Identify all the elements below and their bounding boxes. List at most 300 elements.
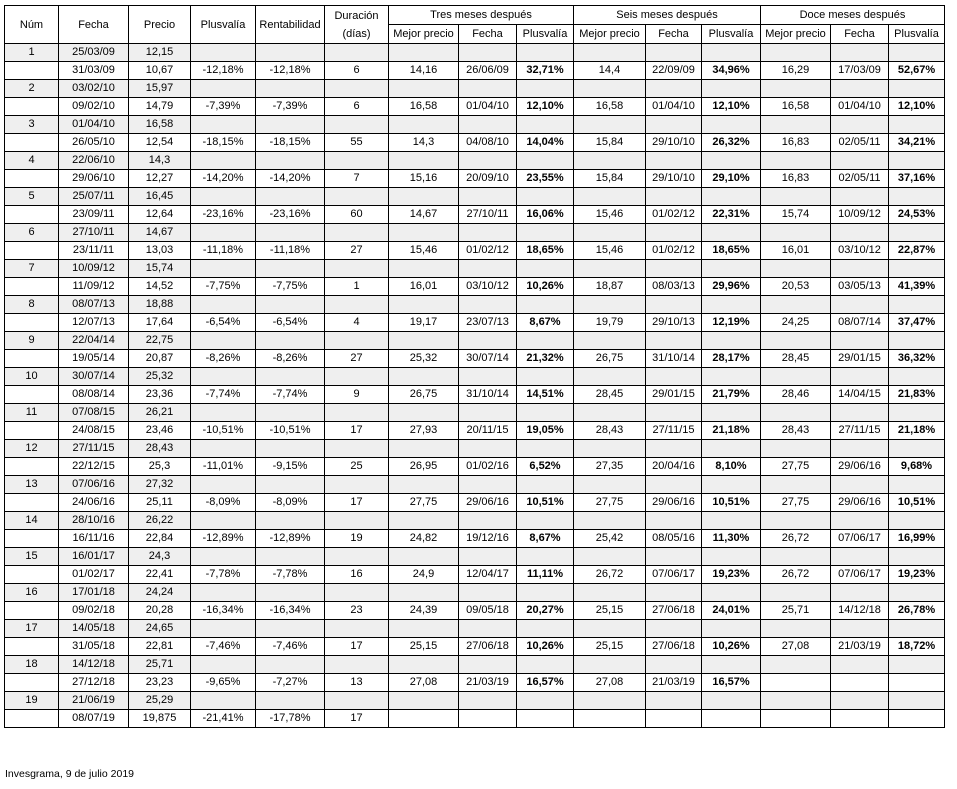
cell-tres-fecha bbox=[459, 44, 517, 62]
cell-tres-plusvalia: 10,26% bbox=[517, 638, 574, 656]
cell-fecha: 09/02/10 bbox=[59, 98, 129, 116]
header-doce-fecha: Fecha bbox=[831, 25, 889, 44]
cell-rentabilidad bbox=[256, 296, 325, 314]
cell-tres-plusvalia bbox=[517, 44, 574, 62]
cell-doce-plusvalia: 21,83% bbox=[889, 386, 945, 404]
cell-doce-fecha: 07/06/17 bbox=[831, 530, 889, 548]
cell-tres-fecha bbox=[459, 296, 517, 314]
cell-tres-fecha: 03/10/12 bbox=[459, 278, 517, 296]
cell-fecha: 16/11/16 bbox=[59, 530, 129, 548]
cell-doce-mejor-precio: 16,83 bbox=[761, 134, 831, 152]
cell-precio: 22,81 bbox=[129, 638, 191, 656]
table-row bbox=[5, 512, 945, 530]
cell-duracion: 7 bbox=[325, 170, 389, 188]
cell-plusvalia bbox=[191, 584, 256, 602]
cell-seis-mejor-precio bbox=[574, 620, 646, 638]
table-row bbox=[5, 584, 945, 602]
cell-plusvalia: -14,20% bbox=[191, 170, 256, 188]
cell-fecha: 14/05/18 bbox=[59, 620, 129, 638]
header-duracion-line1: Duración bbox=[334, 9, 379, 22]
cell-plusvalia: -7,78% bbox=[191, 566, 256, 584]
cell-doce-fecha bbox=[831, 674, 889, 692]
cell-duracion bbox=[325, 296, 389, 314]
cell-doce-mejor-precio: 28,45 bbox=[761, 350, 831, 368]
cell-doce-mejor-precio bbox=[761, 296, 831, 314]
table-row bbox=[5, 710, 945, 728]
cell-doce-plusvalia bbox=[889, 710, 945, 728]
cell-tres-fecha bbox=[459, 116, 517, 134]
cell-seis-mejor-precio: 16,58 bbox=[574, 98, 646, 116]
cell-seis-fecha bbox=[646, 224, 702, 242]
cell-precio: 12,27 bbox=[129, 170, 191, 188]
cell-doce-plusvalia: 16,99% bbox=[889, 530, 945, 548]
cell-tres-plusvalia bbox=[517, 368, 574, 386]
cell-seis-plusvalia bbox=[702, 296, 761, 314]
cell-tres-mejor-precio bbox=[389, 656, 459, 674]
table-row bbox=[5, 692, 945, 710]
cell-rentabilidad: -11,18% bbox=[256, 242, 325, 260]
cell-tres-mejor-precio: 14,3 bbox=[389, 134, 459, 152]
header-doce-mejor-precio: Mejor precio bbox=[761, 25, 831, 44]
cell-seis-fecha: 01/02/12 bbox=[646, 242, 702, 260]
cell-duracion bbox=[325, 548, 389, 566]
cell-seis-fecha bbox=[646, 116, 702, 134]
cell-duracion bbox=[325, 512, 389, 530]
cell-num bbox=[5, 62, 59, 80]
cell-plusvalia: -10,51% bbox=[191, 422, 256, 440]
cell-num: 17 bbox=[5, 620, 59, 638]
cell-doce-mejor-precio bbox=[761, 620, 831, 638]
cell-doce-fecha bbox=[831, 548, 889, 566]
cell-tres-plusvalia bbox=[517, 152, 574, 170]
cell-tres-mejor-precio bbox=[389, 692, 459, 710]
cell-doce-plusvalia bbox=[889, 674, 945, 692]
cell-seis-mejor-precio: 25,15 bbox=[574, 602, 646, 620]
cell-plusvalia bbox=[191, 188, 256, 206]
cell-fecha: 27/10/11 bbox=[59, 224, 129, 242]
header-tres-mejor-precio: Mejor precio bbox=[389, 25, 459, 44]
cell-seis-fecha: 27/11/15 bbox=[646, 422, 702, 440]
cell-fecha: 24/06/16 bbox=[59, 494, 129, 512]
table-row bbox=[5, 332, 945, 350]
cell-tres-fecha: 31/10/14 bbox=[459, 386, 517, 404]
cell-seis-mejor-precio: 15,46 bbox=[574, 242, 646, 260]
cell-doce-plusvalia: 18,72% bbox=[889, 638, 945, 656]
cell-tres-plusvalia bbox=[517, 710, 574, 728]
cell-doce-plusvalia: 19,23% bbox=[889, 566, 945, 584]
cell-doce-plusvalia: 10,51% bbox=[889, 494, 945, 512]
cell-fecha: 27/12/18 bbox=[59, 674, 129, 692]
cell-plusvalia: -7,75% bbox=[191, 278, 256, 296]
table-row bbox=[5, 368, 945, 386]
cell-plusvalia bbox=[191, 152, 256, 170]
cell-tres-mejor-precio: 25,32 bbox=[389, 350, 459, 368]
cell-seis-plusvalia bbox=[702, 620, 761, 638]
cell-plusvalia bbox=[191, 260, 256, 278]
cell-tres-fecha: 12/04/17 bbox=[459, 566, 517, 584]
table-row bbox=[5, 458, 945, 476]
cell-tres-fecha bbox=[459, 584, 517, 602]
table-row bbox=[5, 80, 945, 98]
cell-tres-plusvalia: 16,06% bbox=[517, 206, 574, 224]
cell-doce-mejor-precio: 16,83 bbox=[761, 170, 831, 188]
cell-num: 19 bbox=[5, 692, 59, 710]
cell-tres-plusvalia bbox=[517, 476, 574, 494]
cell-tres-fecha bbox=[459, 188, 517, 206]
cell-fecha: 22/04/14 bbox=[59, 332, 129, 350]
cell-precio: 19,875 bbox=[129, 710, 191, 728]
cell-tres-plusvalia: 12,10% bbox=[517, 98, 574, 116]
cell-fecha: 25/07/11 bbox=[59, 188, 129, 206]
table-row bbox=[5, 98, 945, 116]
cell-num bbox=[5, 278, 59, 296]
cell-rentabilidad: -7,78% bbox=[256, 566, 325, 584]
cell-precio: 27,32 bbox=[129, 476, 191, 494]
cell-fecha: 23/11/11 bbox=[59, 242, 129, 260]
cell-tres-mejor-precio: 25,15 bbox=[389, 638, 459, 656]
cell-seis-fecha bbox=[646, 368, 702, 386]
cell-duracion: 55 bbox=[325, 134, 389, 152]
cell-tres-plusvalia: 10,26% bbox=[517, 278, 574, 296]
cell-seis-mejor-precio bbox=[574, 296, 646, 314]
cell-duracion: 27 bbox=[325, 242, 389, 260]
cell-doce-fecha: 02/05/11 bbox=[831, 134, 889, 152]
cell-fecha: 12/07/13 bbox=[59, 314, 129, 332]
cell-fecha: 09/02/18 bbox=[59, 602, 129, 620]
cell-precio: 23,36 bbox=[129, 386, 191, 404]
cell-num bbox=[5, 350, 59, 368]
cell-doce-mejor-precio bbox=[761, 656, 831, 674]
cell-doce-mejor-precio bbox=[761, 44, 831, 62]
cell-plusvalia: -12,18% bbox=[191, 62, 256, 80]
cell-seis-fecha: 29/01/15 bbox=[646, 386, 702, 404]
cell-tres-mejor-precio: 26,75 bbox=[389, 386, 459, 404]
cell-seis-fecha bbox=[646, 332, 702, 350]
cell-seis-mejor-precio bbox=[574, 512, 646, 530]
cell-rentabilidad bbox=[256, 188, 325, 206]
cell-tres-fecha bbox=[459, 260, 517, 278]
cell-fecha: 08/07/19 bbox=[59, 710, 129, 728]
cell-seis-fecha: 07/06/17 bbox=[646, 566, 702, 584]
cell-seis-plusvalia: 22,31% bbox=[702, 206, 761, 224]
cell-rentabilidad: -14,20% bbox=[256, 170, 325, 188]
cell-doce-fecha bbox=[831, 692, 889, 710]
cell-tres-fecha: 23/07/13 bbox=[459, 314, 517, 332]
cell-num: 6 bbox=[5, 224, 59, 242]
cell-doce-plusvalia bbox=[889, 152, 945, 170]
cell-doce-plusvalia bbox=[889, 656, 945, 674]
cell-fecha: 16/01/17 bbox=[59, 548, 129, 566]
cell-precio: 14,3 bbox=[129, 152, 191, 170]
cell-tres-plusvalia bbox=[517, 692, 574, 710]
cell-num bbox=[5, 134, 59, 152]
cell-plusvalia: -11,01% bbox=[191, 458, 256, 476]
header-duracion-line2: (días) bbox=[342, 27, 371, 40]
cell-rentabilidad bbox=[256, 476, 325, 494]
cell-doce-plusvalia bbox=[889, 260, 945, 278]
cell-doce-fecha bbox=[831, 512, 889, 530]
cell-doce-fecha: 21/03/19 bbox=[831, 638, 889, 656]
cell-num: 4 bbox=[5, 152, 59, 170]
cell-tres-fecha: 01/04/10 bbox=[459, 98, 517, 116]
cell-precio: 24,3 bbox=[129, 548, 191, 566]
cell-seis-plusvalia bbox=[702, 656, 761, 674]
cell-plusvalia bbox=[191, 80, 256, 98]
cell-seis-fecha: 08/05/16 bbox=[646, 530, 702, 548]
cell-seis-plusvalia: 8,10% bbox=[702, 458, 761, 476]
cell-precio: 16,45 bbox=[129, 188, 191, 206]
cell-num bbox=[5, 170, 59, 188]
cell-seis-fecha: 31/10/14 bbox=[646, 350, 702, 368]
cell-duracion bbox=[325, 440, 389, 458]
cell-seis-mejor-precio bbox=[574, 656, 646, 674]
cell-plusvalia bbox=[191, 368, 256, 386]
cell-seis-fecha bbox=[646, 692, 702, 710]
cell-doce-fecha: 08/07/14 bbox=[831, 314, 889, 332]
cell-plusvalia: -12,89% bbox=[191, 530, 256, 548]
cell-tres-mejor-precio: 16,01 bbox=[389, 278, 459, 296]
cell-seis-fecha bbox=[646, 440, 702, 458]
cell-rentabilidad bbox=[256, 548, 325, 566]
cell-duracion: 1 bbox=[325, 278, 389, 296]
cell-seis-mejor-precio bbox=[574, 476, 646, 494]
header-duracion bbox=[325, 6, 389, 44]
cell-num: 1 bbox=[5, 44, 59, 62]
cell-num bbox=[5, 602, 59, 620]
cell-doce-mejor-precio: 28,43 bbox=[761, 422, 831, 440]
table-row bbox=[5, 44, 945, 62]
cell-tres-plusvalia bbox=[517, 80, 574, 98]
cell-seis-plusvalia: 34,96% bbox=[702, 62, 761, 80]
cell-seis-plusvalia bbox=[702, 512, 761, 530]
cell-tres-mejor-precio bbox=[389, 152, 459, 170]
table-row bbox=[5, 206, 945, 224]
cell-seis-mejor-precio bbox=[574, 116, 646, 134]
cell-seis-mejor-precio: 27,08 bbox=[574, 674, 646, 692]
cell-doce-fecha: 29/06/16 bbox=[831, 458, 889, 476]
header-row-1 bbox=[5, 6, 945, 25]
header-doce-plusvalia: Plusvalía bbox=[889, 25, 945, 44]
cell-plusvalia bbox=[191, 548, 256, 566]
cell-seis-mejor-precio bbox=[574, 80, 646, 98]
cell-plusvalia: -21,41% bbox=[191, 710, 256, 728]
cell-duracion bbox=[325, 116, 389, 134]
cell-seis-fecha: 29/06/16 bbox=[646, 494, 702, 512]
cell-seis-fecha bbox=[646, 260, 702, 278]
cell-duracion bbox=[325, 152, 389, 170]
cell-doce-plusvalia bbox=[889, 332, 945, 350]
cell-seis-plusvalia: 12,19% bbox=[702, 314, 761, 332]
cell-seis-fecha: 08/03/13 bbox=[646, 278, 702, 296]
cell-tres-fecha bbox=[459, 224, 517, 242]
cell-seis-fecha bbox=[646, 80, 702, 98]
cell-doce-mejor-precio bbox=[761, 116, 831, 134]
cell-doce-fecha: 07/06/17 bbox=[831, 566, 889, 584]
cell-doce-mejor-precio bbox=[761, 584, 831, 602]
cell-tres-fecha: 30/07/14 bbox=[459, 350, 517, 368]
cell-precio: 26,21 bbox=[129, 404, 191, 422]
cell-rentabilidad: -9,15% bbox=[256, 458, 325, 476]
cell-num: 12 bbox=[5, 440, 59, 458]
header-seis-fecha: Fecha bbox=[646, 25, 702, 44]
cell-doce-fecha: 29/01/15 bbox=[831, 350, 889, 368]
cell-fecha: 07/06/16 bbox=[59, 476, 129, 494]
cell-tres-mejor-precio: 24,9 bbox=[389, 566, 459, 584]
cell-plusvalia bbox=[191, 332, 256, 350]
cell-seis-mejor-precio bbox=[574, 332, 646, 350]
cell-rentabilidad bbox=[256, 584, 325, 602]
cell-duracion bbox=[325, 620, 389, 638]
cell-duracion: 6 bbox=[325, 98, 389, 116]
cell-tres-fecha bbox=[459, 440, 517, 458]
cell-tres-plusvalia: 10,51% bbox=[517, 494, 574, 512]
cell-doce-fecha bbox=[831, 188, 889, 206]
cell-num: 14 bbox=[5, 512, 59, 530]
cell-doce-fecha bbox=[831, 656, 889, 674]
cell-precio: 10,67 bbox=[129, 62, 191, 80]
cell-seis-plusvalia bbox=[702, 44, 761, 62]
cell-doce-fecha bbox=[831, 476, 889, 494]
cell-fecha: 29/06/10 bbox=[59, 170, 129, 188]
cell-duracion: 9 bbox=[325, 386, 389, 404]
cell-precio: 22,75 bbox=[129, 332, 191, 350]
cell-rentabilidad: -7,46% bbox=[256, 638, 325, 656]
cell-tres-fecha: 19/12/16 bbox=[459, 530, 517, 548]
cell-doce-mejor-precio: 16,58 bbox=[761, 98, 831, 116]
table-row bbox=[5, 548, 945, 566]
table-row bbox=[5, 602, 945, 620]
cell-tres-plusvalia bbox=[517, 188, 574, 206]
cell-doce-mejor-precio: 27,75 bbox=[761, 494, 831, 512]
table-row bbox=[5, 404, 945, 422]
header-group-tres-meses: Tres meses después bbox=[389, 6, 574, 25]
cell-doce-mejor-precio bbox=[761, 674, 831, 692]
cell-tres-mejor-precio bbox=[389, 224, 459, 242]
cell-doce-fecha: 03/05/13 bbox=[831, 278, 889, 296]
cell-num: 9 bbox=[5, 332, 59, 350]
header-plusvalia: Plusvalía bbox=[191, 6, 256, 44]
table-row bbox=[5, 296, 945, 314]
cell-seis-mejor-precio bbox=[574, 584, 646, 602]
cell-plusvalia: -23,16% bbox=[191, 206, 256, 224]
cell-fecha: 26/05/10 bbox=[59, 134, 129, 152]
table-row bbox=[5, 620, 945, 638]
cell-tres-mejor-precio: 14,67 bbox=[389, 206, 459, 224]
cell-num: 10 bbox=[5, 368, 59, 386]
cell-plusvalia: -6,54% bbox=[191, 314, 256, 332]
cell-rentabilidad: -8,09% bbox=[256, 494, 325, 512]
cell-tres-plusvalia: 20,27% bbox=[517, 602, 574, 620]
cell-tres-fecha: 29/06/16 bbox=[459, 494, 517, 512]
cell-doce-fecha bbox=[831, 44, 889, 62]
cell-doce-mejor-precio: 25,71 bbox=[761, 602, 831, 620]
cell-rentabilidad: -12,89% bbox=[256, 530, 325, 548]
cell-doce-plusvalia: 26,78% bbox=[889, 602, 945, 620]
cell-duracion bbox=[325, 656, 389, 674]
cell-fecha: 23/09/11 bbox=[59, 206, 129, 224]
header-num: Núm bbox=[5, 6, 59, 44]
cell-plusvalia bbox=[191, 404, 256, 422]
cell-tres-mejor-precio: 15,16 bbox=[389, 170, 459, 188]
cell-doce-plusvalia: 41,39% bbox=[889, 278, 945, 296]
cell-tres-mejor-precio bbox=[389, 512, 459, 530]
cell-tres-plusvalia bbox=[517, 656, 574, 674]
table-row bbox=[5, 62, 945, 80]
cell-plusvalia bbox=[191, 296, 256, 314]
cell-doce-fecha: 03/10/12 bbox=[831, 242, 889, 260]
cell-tres-mejor-precio: 24,82 bbox=[389, 530, 459, 548]
cell-seis-fecha bbox=[646, 476, 702, 494]
cell-fecha: 31/03/09 bbox=[59, 62, 129, 80]
cell-fecha: 28/10/16 bbox=[59, 512, 129, 530]
cell-doce-plusvalia: 52,67% bbox=[889, 62, 945, 80]
cell-seis-fecha: 29/10/10 bbox=[646, 170, 702, 188]
cell-rentabilidad: -7,27% bbox=[256, 674, 325, 692]
cell-fecha: 24/08/15 bbox=[59, 422, 129, 440]
cell-doce-plusvalia bbox=[889, 692, 945, 710]
cell-doce-fecha bbox=[831, 404, 889, 422]
cell-seis-fecha bbox=[646, 656, 702, 674]
cell-rentabilidad: -10,51% bbox=[256, 422, 325, 440]
cell-fecha: 30/07/14 bbox=[59, 368, 129, 386]
cell-fecha: 17/01/18 bbox=[59, 584, 129, 602]
cell-precio: 22,84 bbox=[129, 530, 191, 548]
cell-doce-fecha: 14/12/18 bbox=[831, 602, 889, 620]
cell-precio: 14,52 bbox=[129, 278, 191, 296]
cell-duracion: 27 bbox=[325, 350, 389, 368]
cell-precio: 24,65 bbox=[129, 620, 191, 638]
cell-seis-plusvalia bbox=[702, 692, 761, 710]
cell-tres-plusvalia: 23,55% bbox=[517, 170, 574, 188]
cell-tres-fecha bbox=[459, 476, 517, 494]
cell-fecha: 07/08/15 bbox=[59, 404, 129, 422]
cell-plusvalia bbox=[191, 224, 256, 242]
cell-seis-mejor-precio: 14,4 bbox=[574, 62, 646, 80]
cell-rentabilidad: -18,15% bbox=[256, 134, 325, 152]
cell-tres-fecha bbox=[459, 404, 517, 422]
header-precio: Precio bbox=[129, 6, 191, 44]
cell-tres-plusvalia: 32,71% bbox=[517, 62, 574, 80]
cell-tres-fecha bbox=[459, 656, 517, 674]
cell-seis-plusvalia: 29,96% bbox=[702, 278, 761, 296]
cell-doce-plusvalia: 37,47% bbox=[889, 314, 945, 332]
data-table bbox=[4, 5, 945, 728]
cell-num bbox=[5, 710, 59, 728]
cell-fecha: 03/02/10 bbox=[59, 80, 129, 98]
cell-seis-mejor-precio bbox=[574, 224, 646, 242]
cell-tres-fecha: 27/10/11 bbox=[459, 206, 517, 224]
cell-duracion bbox=[325, 368, 389, 386]
cell-doce-fecha: 14/04/15 bbox=[831, 386, 889, 404]
cell-rentabilidad bbox=[256, 512, 325, 530]
cell-tres-mejor-precio bbox=[389, 296, 459, 314]
cell-plusvalia bbox=[191, 656, 256, 674]
cell-seis-plusvalia bbox=[702, 368, 761, 386]
cell-doce-mejor-precio: 16,29 bbox=[761, 62, 831, 80]
cell-num bbox=[5, 242, 59, 260]
cell-doce-mejor-precio bbox=[761, 710, 831, 728]
cell-doce-fecha bbox=[831, 368, 889, 386]
cell-precio: 13,03 bbox=[129, 242, 191, 260]
cell-seis-mejor-precio: 25,15 bbox=[574, 638, 646, 656]
cell-plusvalia: -8,09% bbox=[191, 494, 256, 512]
cell-precio: 12,15 bbox=[129, 44, 191, 62]
cell-num: 16 bbox=[5, 584, 59, 602]
cell-rentabilidad: -7,39% bbox=[256, 98, 325, 116]
cell-seis-fecha: 29/10/10 bbox=[646, 134, 702, 152]
cell-seis-mejor-precio: 26,72 bbox=[574, 566, 646, 584]
cell-doce-plusvalia bbox=[889, 368, 945, 386]
